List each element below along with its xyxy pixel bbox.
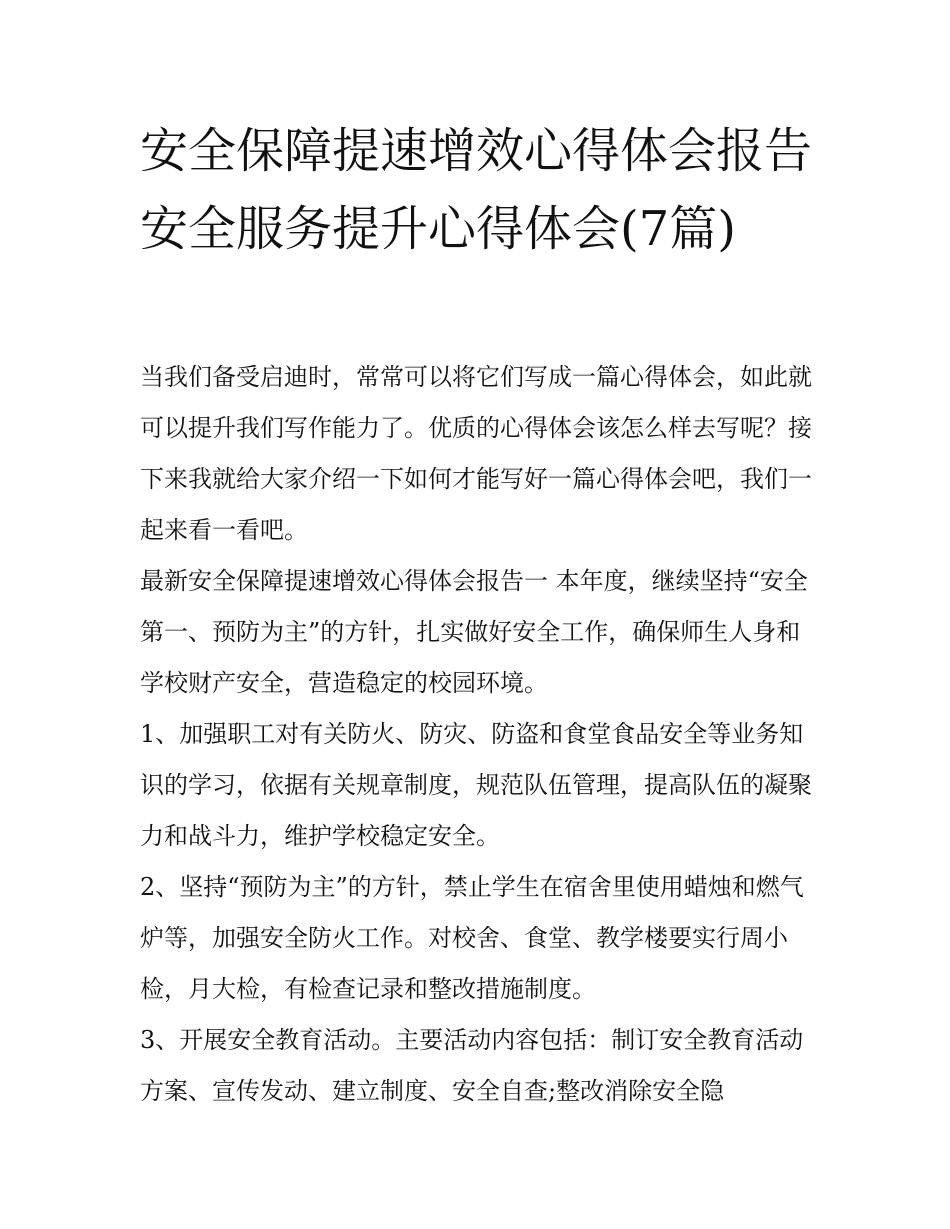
document-title: 安全保障提速增效心得体会报告 安全服务提升心得体会(7篇) bbox=[140, 123, 813, 257]
item-2-paragraph: 2、坚持“预防为主”的方针，禁止学生在宿舍里使用蜡烛和燃气炉等，加强安全防火工作。对校舍、食堂、教学楼要实行周小检，月大检，有检查记录和整改措施制度。 bbox=[140, 873, 804, 1003]
item-1-paragraph: 1、加强职工对有关防火、防灾、防盗和食堂食品安全等业务知识的学习，依据有关规章制度，规范队伍管理，提高队伍的凝聚力和战斗力，维护学校稳定安全。 bbox=[140, 720, 812, 850]
item-3-paragraph: 3、开展安全教育活动。主要活动内容包括：制订安全教育活动方案、宣传发动、建立制度、安全自查;整改消除安全隐 bbox=[140, 1026, 804, 1105]
intro-paragraph: 当我们备受启迪时，常常可以将它们写成一篇心得体会，如此就可以提升我们写作能力了。优质的心得体会该怎么样去写呢？接下来我就给大家介绍一下如何才能写好一篇心得体会吧，我们一起来看一看吧。 bbox=[140, 363, 812, 544]
report-one-paragraph: 最新安全保障提速增效心得体会报告一 本年度，继续坚持“安全第一、预防为主”的方针，扎实做好安全工作，确保师生人身和学校财产安全，营造稳定的校园环境。 bbox=[140, 567, 808, 697]
document-body bbox=[140, 352, 820, 1117]
